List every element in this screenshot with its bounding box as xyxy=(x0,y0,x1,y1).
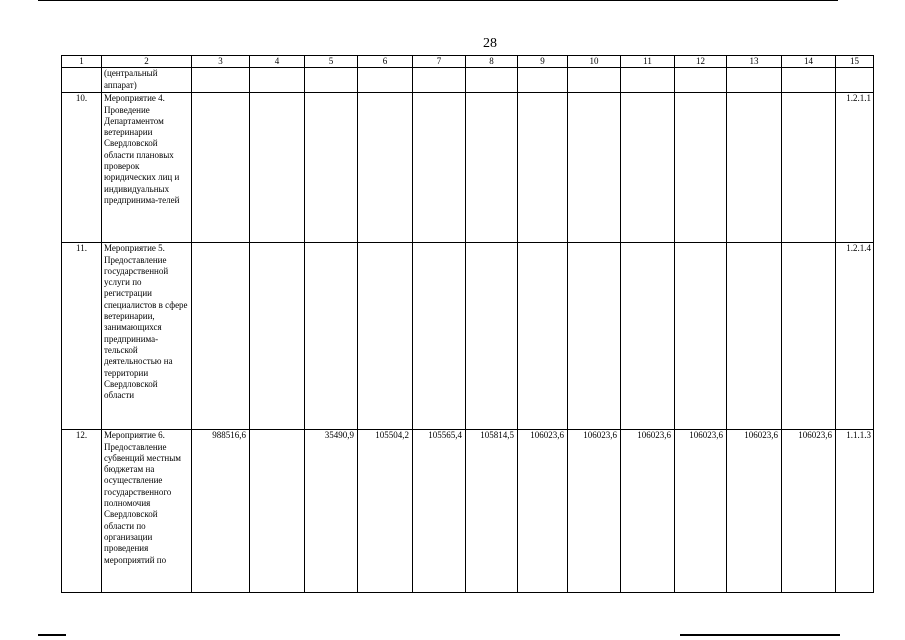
amount-cell xyxy=(192,243,250,430)
amount-cell xyxy=(727,243,782,430)
page-number: 28 xyxy=(483,36,497,51)
amount-cell xyxy=(305,243,358,430)
amount-cell: 106023,6 xyxy=(782,430,836,593)
amount-cell xyxy=(466,243,518,430)
amount-cell xyxy=(413,68,466,93)
column-number-cell: 14 xyxy=(782,56,836,68)
amount-cell xyxy=(250,68,305,93)
amount-cell xyxy=(192,68,250,93)
amount-cell xyxy=(358,243,413,430)
column-number-cell: 4 xyxy=(250,56,305,68)
amount-cell xyxy=(518,243,568,430)
amount-cell: 105814,5 xyxy=(466,430,518,593)
amount-cell: 35490,9 xyxy=(305,430,358,593)
amount-cell xyxy=(466,93,518,243)
target-code-cell xyxy=(836,68,874,93)
table-row xyxy=(62,243,874,430)
column-number-cell: 7 xyxy=(413,56,466,68)
column-number-cell: 3 xyxy=(192,56,250,68)
amount-cell: 106023,6 xyxy=(621,430,675,593)
amount-cell xyxy=(413,243,466,430)
amount-cell: 106023,6 xyxy=(568,430,621,593)
column-number-cell: 5 xyxy=(305,56,358,68)
amount-cell xyxy=(675,243,727,430)
measure-name-cell: Мероприятие 4. Проведение Департаментом ветеринарии Свердловской области плановых проверок юридических лиц и индивидуальных предпринима-телей xyxy=(102,93,192,243)
row-number-cell xyxy=(62,68,102,93)
amount-cell xyxy=(250,93,305,243)
table-row xyxy=(62,430,874,593)
amount-cell xyxy=(782,68,836,93)
page-top-edge xyxy=(38,0,838,1)
amount-cell: 988516,6 xyxy=(192,430,250,593)
amount-cell xyxy=(568,243,621,430)
amount-cell xyxy=(675,68,727,93)
target-code-cell: 1.2.1.4 xyxy=(836,243,874,430)
measure-name-cell: (центральный аппарат) xyxy=(102,68,192,93)
table-row xyxy=(62,68,874,93)
column-number-cell: 11 xyxy=(621,56,675,68)
amount-cell xyxy=(621,93,675,243)
measure-name-cell: Мероприятие 6. Предоставление субвенций местным бюджетам на осуществление государственного полномочия Свердловской области по организации проведения мероприятий по xyxy=(102,430,192,593)
amount-cell xyxy=(518,93,568,243)
amount-cell xyxy=(782,243,836,430)
column-number-row xyxy=(62,56,874,68)
amount-cell xyxy=(675,93,727,243)
column-number-cell: 8 xyxy=(466,56,518,68)
amount-cell xyxy=(568,68,621,93)
amount-cell xyxy=(727,93,782,243)
amount-cell: 105504,2 xyxy=(358,430,413,593)
row-number-cell: 12. xyxy=(62,430,102,593)
amount-cell xyxy=(358,93,413,243)
column-number-cell: 12 xyxy=(675,56,727,68)
amount-cell xyxy=(250,430,305,593)
amount-cell: 106023,6 xyxy=(518,430,568,593)
amount-cell xyxy=(727,68,782,93)
measure-name-cell: Мероприятие 5. Предоставление государственной услуги по регистрации специалистов в сфере ветеринарии, занимающихся предпринима-тельской деятельностью на территории Свердловской области xyxy=(102,243,192,430)
amount-cell xyxy=(518,68,568,93)
page-bottom-rule-right xyxy=(680,634,840,636)
row-number-cell: 10. xyxy=(62,93,102,243)
page-bottom-rule-left xyxy=(38,634,66,636)
column-number-cell: 6 xyxy=(358,56,413,68)
amount-cell xyxy=(466,68,518,93)
target-code-cell: 1.1.1.3 xyxy=(836,430,874,593)
row-number-cell: 11. xyxy=(62,243,102,430)
column-number-cell: 2 xyxy=(102,56,192,68)
amount-cell: 106023,6 xyxy=(675,430,727,593)
amount-cell: 106023,6 xyxy=(727,430,782,593)
amount-cell xyxy=(621,68,675,93)
amount-cell xyxy=(192,93,250,243)
column-number-cell: 13 xyxy=(727,56,782,68)
amount-cell xyxy=(782,93,836,243)
amount-cell: 105565,4 xyxy=(413,430,466,593)
amount-cell xyxy=(305,68,358,93)
amount-cell xyxy=(358,68,413,93)
target-code-cell: 1.2.1.1 xyxy=(836,93,874,243)
amount-cell xyxy=(413,93,466,243)
column-number-cell: 10 xyxy=(568,56,621,68)
column-number-cell: 1 xyxy=(62,56,102,68)
column-number-cell: 15 xyxy=(836,56,874,68)
amount-cell xyxy=(568,93,621,243)
amount-cell xyxy=(621,243,675,430)
amount-cell xyxy=(250,243,305,430)
table-row xyxy=(62,93,874,243)
amount-cell xyxy=(305,93,358,243)
column-number-cell: 9 xyxy=(518,56,568,68)
measures-table xyxy=(61,55,874,593)
